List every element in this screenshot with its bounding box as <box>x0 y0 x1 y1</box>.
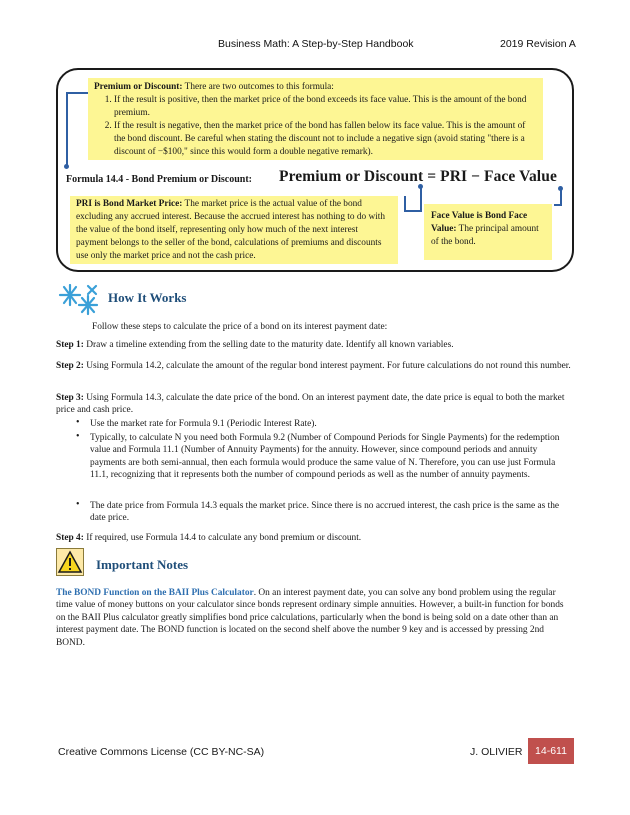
pri-note-text: The market price is the actual value of the bond excluding any accrued interest. Because the accrued interest has nothing to do with the value of the bond itself, representing only how much of the next interest payment belongs to the seller of the bond, calculations of premiums and discounts use only the market price and not the cash price. <box>76 199 386 261</box>
connector-line <box>66 92 88 94</box>
formula-expression: Premium or Discount = PRI − Face Value <box>279 168 557 185</box>
bullet-item: The date price from Formula 14.3 equals the market price. Since there is no accrued interest, the cash price is the same as the date price. <box>90 501 560 524</box>
warning-icon <box>56 548 84 576</box>
connector-line <box>66 92 68 166</box>
bond-function-title: The BOND Function on the BAII Plus Calculator <box>56 588 254 598</box>
bullet-marker: • <box>76 431 80 442</box>
connector-line <box>560 190 562 204</box>
step-label: Step 1: <box>56 340 84 350</box>
connector-line <box>420 186 422 212</box>
step-label: Step 2: <box>56 361 84 371</box>
connector-dot <box>64 164 69 169</box>
bullet-item: Typically, to calculate N you need both Formula 9.2 (Number of Compound Periods for Single Payments) for the redemption value and Formula 11.1 (Number of Annuity Payments) for the annuity. However, since compound periods and annuity payments are both semi-annual, then each formula would produce the same value of N. Therefore, you can use just Formula 11.1, recognizing that it represents both the number of compound periods as well as the number of annuity payments. <box>90 433 560 481</box>
premium-note-item: 1. If the result is positive, then the market price of the bond exceeds its face value. This is the amount of the bond premium. <box>114 94 537 120</box>
pri-note-heading: PRI is Bond Market Price: <box>76 199 183 209</box>
step-text: Draw a timeline extending from the selling date to the maturity date. Identify all known variables. <box>86 340 454 350</box>
bond-function-note <box>56 587 572 649</box>
connector-line <box>404 210 422 212</box>
step-label: Step 3: <box>56 393 84 403</box>
step-4 <box>56 532 572 544</box>
premium-discount-note <box>88 78 543 160</box>
step-2 <box>56 360 572 372</box>
formula-label: Formula 14.4 - Bond Premium or Discount: <box>66 174 253 185</box>
step-3 <box>56 392 572 417</box>
important-notes-heading: Important Notes <box>96 557 189 572</box>
face-note-text: The principal amount of the bond. <box>431 224 539 247</box>
step-text: If required, use Formula 14.4 to calculate any bond premium or discount. <box>86 533 362 543</box>
face-value-note <box>424 204 552 260</box>
step-text: Using Formula 14.2, calculate the amount of the regular bond interest payment. For future calculations do not round this number. <box>86 361 571 371</box>
footer-author: J. OLIVIER <box>470 746 523 758</box>
bond-function-text: . On an interest payment date, you can solve any bond problem using the regular time value of money buttons on your calculator since bonds represent ordinary simple annuities. However, a built-in function for bonds on the BAII Plus calculator greatly simplifies bond price calculations, particularly when the bond is being sold on a date other than an interest payment date. The BOND function is located on the second shelf above the number 9 key and is accessed by pressing 2nd BOND. <box>56 588 564 648</box>
bullet-item: Use the market rate for Formula 9.1 (Periodic Interest Rate). <box>90 419 317 429</box>
connector-dot <box>558 186 563 191</box>
page-number-badge: 14-611 <box>528 738 574 764</box>
connector-line <box>554 204 562 206</box>
connector-line <box>404 196 406 212</box>
how-it-works-heading: How It Works <box>108 290 187 305</box>
header-title: Business Math: A Step-by-Step Handbook <box>218 38 414 50</box>
snowflake-icon <box>58 284 102 316</box>
pri-note <box>70 196 398 264</box>
step-text: Using Formula 14.3, calculate the date price of the bond. On an interest payment date, the date price is equal to both the market price and cash price. <box>56 393 565 416</box>
step-label: Step 4: <box>56 533 84 543</box>
premium-note-heading: Premium or Discount: <box>94 82 183 92</box>
header-revision: 2019 Revision A <box>500 38 576 50</box>
how-it-works-intro: Follow these steps to calculate the price of a bond on its interest payment date: <box>92 322 388 332</box>
bullet-marker: • <box>76 417 80 428</box>
step-1 <box>56 339 572 351</box>
premium-note-intro: There are two outcomes to this formula: <box>184 82 334 92</box>
premium-note-item: 2. If the result is negative, then the market price of the bond has fallen below its face value. This is the amount of the bond discount. Be careful when stating the discount not to include a negative sign (avoid stating "there is a discount of −$100," since this would form a double negative remark). <box>114 120 537 159</box>
footer-license: Creative Commons License (CC BY-NC-SA) <box>58 746 265 758</box>
bullet-marker: • <box>76 499 80 510</box>
face-note-heading: Face Value is Bond Face Value: <box>431 211 528 234</box>
